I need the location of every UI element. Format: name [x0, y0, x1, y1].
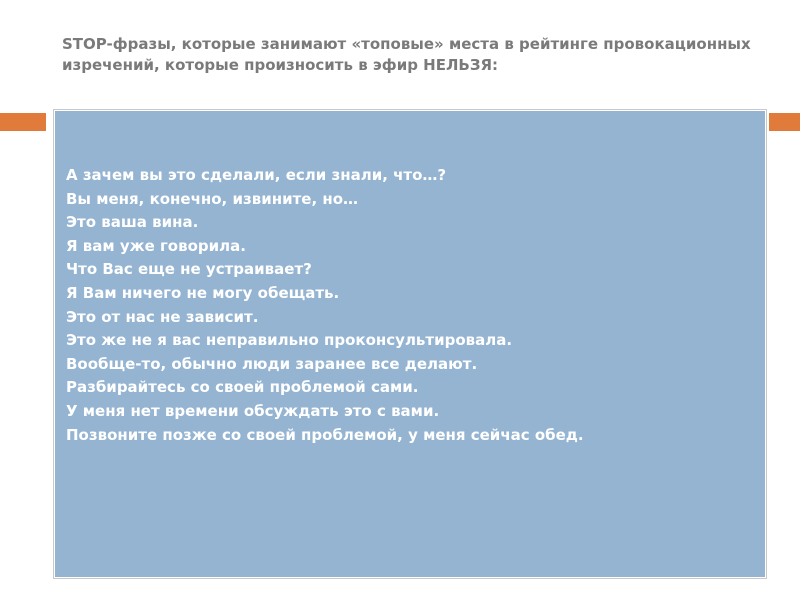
- phrase-item: [57, 211, 584, 235]
- phrase-item: [57, 400, 584, 424]
- phrase-item: [57, 258, 584, 282]
- phrase-item: [57, 188, 584, 212]
- accent-bar-right: [769, 113, 800, 131]
- phrase-text: Позвоните позже со своей проблемой, у меня сейчас обед.: [66, 425, 584, 444]
- slide-title: STOP-фразы, которые занимают «топовые» места в рейтинге провокационных изречений, которые произносить в эфир НЕЛЬЗЯ:: [62, 35, 751, 74]
- phrase-item: [57, 424, 584, 448]
- phrase-item: [57, 376, 584, 400]
- phrase-item: [57, 353, 584, 377]
- phrase-item: [57, 306, 584, 330]
- phrase-text: У меня нет времени обсуждать это с вами.: [66, 401, 440, 420]
- phrase-text: Разбирайтесь со своей проблемой сами.: [66, 378, 419, 397]
- phrase-text: Это от нас не зависит.: [66, 307, 259, 326]
- phrase-text: Что Вас еще не устраивает?: [66, 260, 312, 279]
- phrase-item: [57, 235, 584, 259]
- phrase-list: [57, 164, 584, 447]
- phrase-text: А зачем вы это сделали, если знали, что…?: [66, 166, 447, 184]
- phrase-text: Это ваша вина.: [66, 213, 199, 232]
- phrase-text: Я вам уже говорила.: [66, 236, 246, 255]
- phrase-text: Это же не я вас неправильно проконсультировала.: [66, 331, 513, 350]
- phrase-item: [57, 329, 584, 353]
- phrase-text: Я Вам ничего не могу обещать.: [66, 283, 340, 302]
- phrase-item: [57, 164, 584, 188]
- phrase-text: Вообще-то, обычно люди заранее все делают.: [66, 354, 478, 373]
- phrase-item: [57, 282, 584, 306]
- accent-bar-left: [0, 113, 46, 131]
- phrase-text: Вы меня, конечно, извините, но…: [66, 189, 359, 208]
